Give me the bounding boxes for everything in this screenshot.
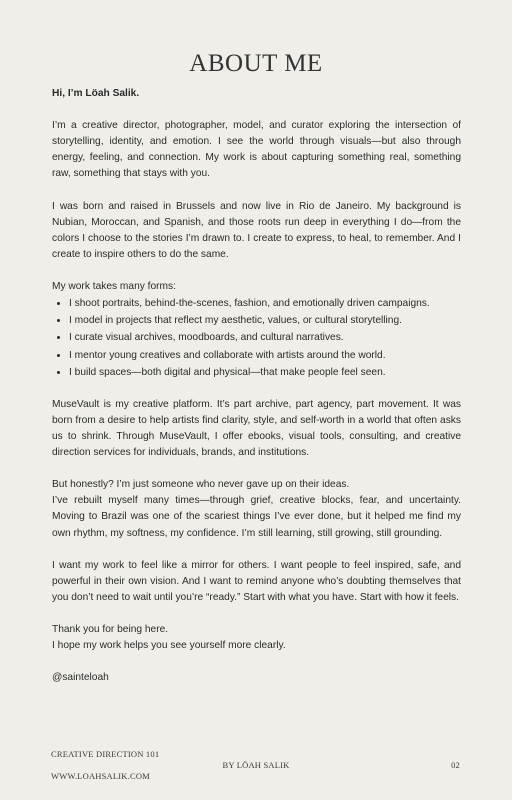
rebuilt-paragraph: I’ve rebuilt myself many times—through grief, creative blocks, fear, and uncertainty. Moving to Brazil was one of the scariest things I’ve ever done, but it helped me find my own rhythm, my softness, my confidence. I’m still learning, still growing, still grounding. <box>52 495 461 539</box>
about-content <box>52 86 461 703</box>
intro-paragraph: I’m a creative director, photographer, model, and curator exploring the intersection of storytelling, identity, and emotion. I see the world through visuals—but also through energy, feeling, and connection. My work is about capturing something real, something raw, something that stays with you. <box>52 120 461 180</box>
greeting: Hi, I’m Löah Salik. <box>52 88 140 99</box>
hope-line: I hope my work helps you see yourself more clearly. <box>52 640 286 652</box>
thanks-line: Thank you for being here. <box>52 624 169 636</box>
footer-website-link[interactable]: WWW.LOAHSALIK.COM <box>51 771 150 781</box>
list-item: • I shoot portraits, behind-the-scenes, fashion, and emotionally driven campaigns. <box>69 295 461 312</box>
list-item: • I mentor young creatives and collaborate with artists around the world. <box>69 347 461 364</box>
work-list <box>52 295 461 380</box>
background-paragraph: I was born and raised in Brussels and now live in Rio de Janeiro. My background is Nubian, Moroccan, and Spanish, and those roots run deep in everything I do—from the colors I choose to the stories I’m drawn to. I create to express, to heal, to remember. And I create to inspire others to do the same. <box>52 200 461 260</box>
list-intro: My work takes many forms: <box>52 281 176 293</box>
list-item: • I build spaces—both digital and physical—that make people feel seen. <box>69 364 461 381</box>
list-item: • I model in projects that reflect my aesthetic, values, or cultural storytelling. <box>69 312 461 329</box>
footer-author: BY LÖAH SALIK <box>222 760 290 770</box>
list-item: • I curate visual archives, moodboards, and cultural narratives. <box>69 329 461 346</box>
mirror-paragraph: I want my work to feel like a mirror for others. I want people to feel inspired, safe, and powerful in their own vision. And I want to remind anyone who’s doubting themselves that you don’t need to wait until you’re “ready.” Start with what you have. Start with how it feels. <box>52 559 461 603</box>
page-number: 02 <box>451 760 460 770</box>
honesty-line: But honestly? I’m just someone who never gave up on their ideas. <box>52 479 350 491</box>
social-handle[interactable]: @sainteloah <box>52 672 109 684</box>
musevault-paragraph: MuseVault is my creative platform. It’s part archive, part agency, part movement. It was born from a desire to help artists find clarity, style, and self-worth in a world that often asks us to shrink. Through MuseVault, I offer ebooks, visual tools, consulting, and creative direction services for individuals, brands, and institutions. <box>52 398 461 459</box>
footer-course-title: CREATIVE DIRECTION 101 <box>51 749 160 759</box>
page-title: ABOUT ME <box>189 50 323 77</box>
